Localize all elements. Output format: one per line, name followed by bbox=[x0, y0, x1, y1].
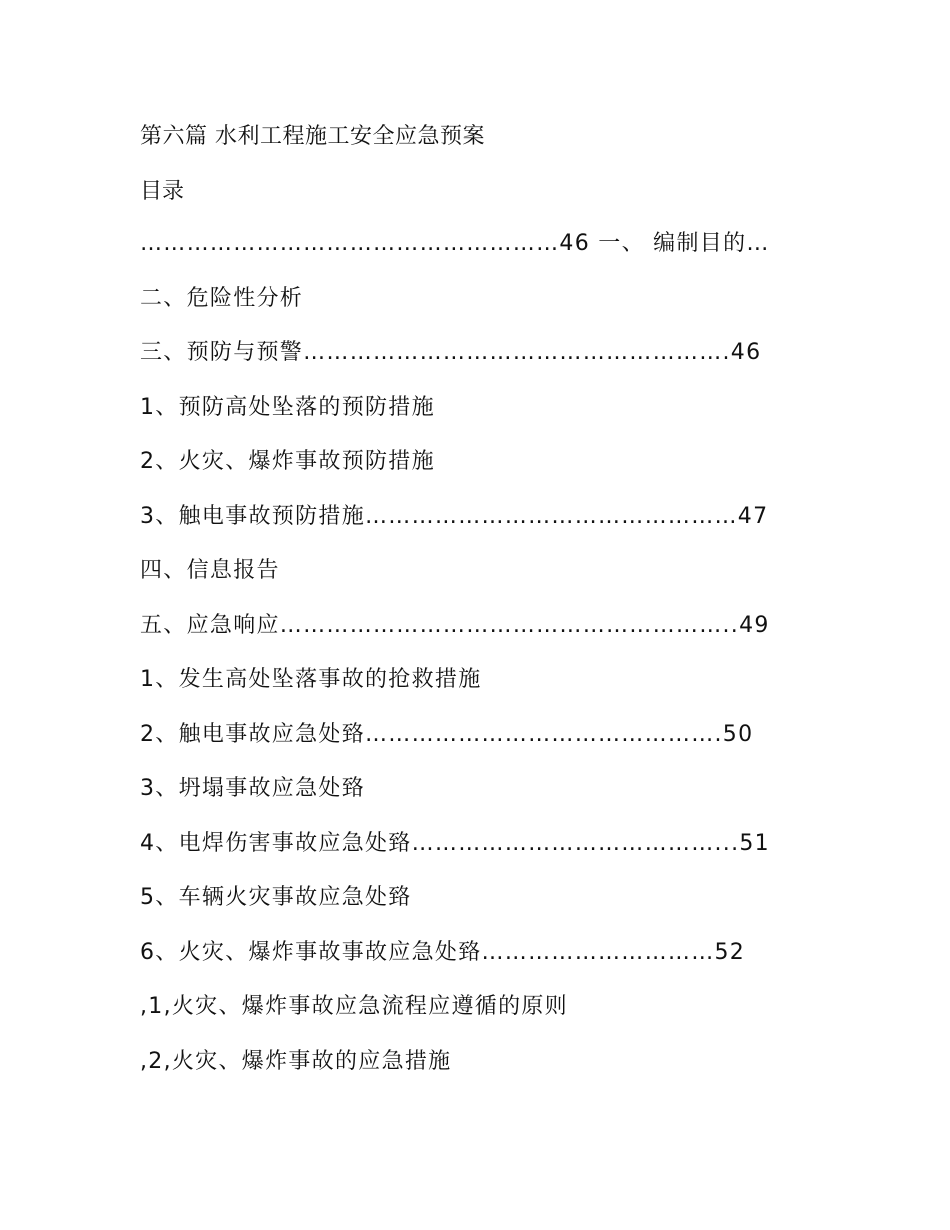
document-title: 第六篇 水利工程施工安全应急预案 bbox=[140, 124, 485, 149]
toc-heading: 目录 bbox=[140, 179, 185, 204]
table-of-contents bbox=[140, 229, 920, 1101]
toc-line: 5、车辆火灾事故应急处臵 bbox=[140, 885, 412, 910]
toc-line: 6、火灾、爆炸事故事故应急处臵…………………………52 bbox=[140, 939, 746, 965]
toc-line: ,2,火灾、爆炸事故的应急措施 bbox=[140, 1048, 452, 1074]
toc-line: 二、危险性分析 bbox=[140, 285, 304, 311]
toc-line: 1、预防高处坠落的预防措施 bbox=[140, 394, 435, 420]
toc-line: 三、预防与预警……………………………………………….46 bbox=[140, 340, 762, 365]
toc-line: ,1,火灾、爆炸事故应急流程应遵循的原则 bbox=[140, 994, 568, 1019]
toc-line: 3、坍塌事故应急处臵 bbox=[140, 776, 365, 801]
toc-line: ………………………………………………46 一、 编制目的… bbox=[140, 231, 770, 256]
toc-line: 3、触电事故预防措施…………………………………………47 bbox=[140, 503, 769, 529]
toc-line: 1、发生高处坠落事故的抢救措施 bbox=[140, 667, 482, 692]
toc-line: 2、火灾、爆炸事故预防措施 bbox=[140, 449, 435, 474]
toc-line: 4、电焊伤害事故应急处臵…………………………………...51 bbox=[140, 830, 770, 856]
toc-line: 四、信息报告 bbox=[140, 558, 280, 583]
toc-line: 2、触电事故应急处臵……………………………………….50 bbox=[140, 721, 754, 747]
toc-line: 五、应急响应…………………………………………………..49 bbox=[140, 612, 770, 638]
